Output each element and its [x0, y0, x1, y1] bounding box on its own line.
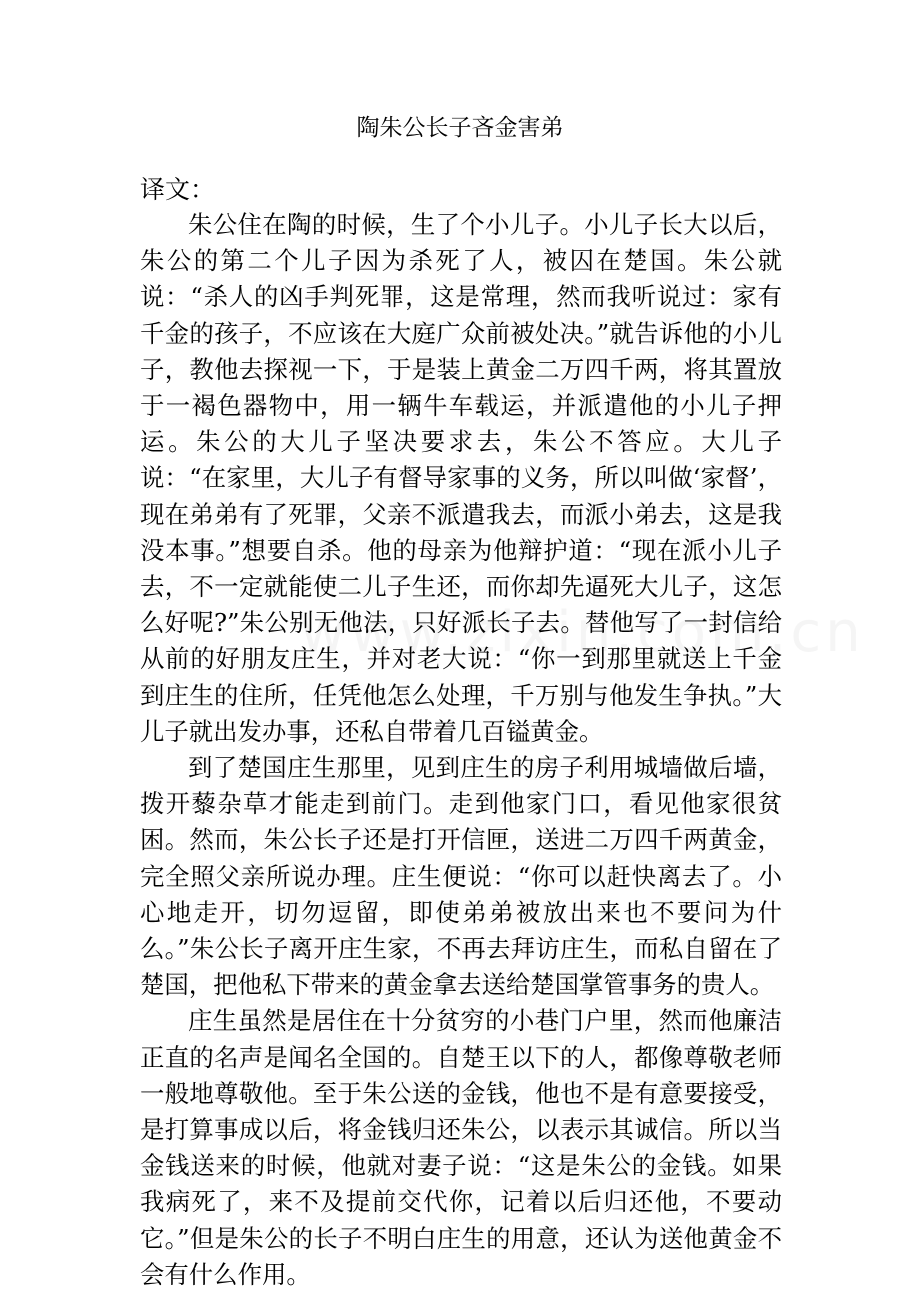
paragraph-2: 到了楚国庄生那里，见到庄生的房子利用城墙做后墙，拨开藜杂草才能走到前门。走到他家门口，看见他家很贫困。然而，朱公长子还是打开信匣，送进二万四千两黄金，完全照父亲所说办理。庄生便说：“你可以赶快离去了。小心地走开，切勿逗留，即使弟弟被放出来也不要问为什么。”朱公长子离开庄生家，不再去拜访庄生，而私自留在了楚国，把他私下带来的黄金拿去送给楚国掌管事务的贵人。	[140, 753, 782, 1000]
section-label: 译文：	[140, 175, 216, 204]
paragraph-3: 庄生虽然是居住在十分贫穷的小巷门户里，然而他廉洁正直的名声是闻名全国的。自楚王以下的人，都像尊敬老师一般地尊敬他。至于朱公送的金钱，他也不是有意要接受，是打算事成以后，将金钱归还朱公，以表示其诚信。所以当金钱送来的时候，他就对妻子说：“这是朱公的金钱。如果我病死了，来不及提前交代你，记着以后归还他，不要动它。”但是朱公的长子不明白庄生的用意，还认为送他黄金不会有什么作用。	[140, 1006, 782, 1289]
paragraph-1: 朱公住在陶的时候，生了个小儿子。小儿子长大以后，朱公的第二个儿子因为杀死了人，被囚在楚国。朱公就说：“杀人的凶手判死罪，这是常理，然而我听说过：家有千金的孩子，不应该在大庭广众前被处决。”就告诉他的小儿子，教他去探视一下，于是装上黄金二万四千两，将其置放于一褐色器物中，用一辆牛车载运，并派遣他的小儿子押运。朱公的大儿子坚决要求去，朱公不答应。大儿子说：“在家里，大儿子有督导家事的义务，所以叫做‘家督’，现在弟弟有了死罪，父亲不派遣我去，而派小弟去，这是我没本事。”想要自杀。他的母亲为他辩护道：“现在派小儿子去，不一定就能使二儿子生还，而你却先逼死大儿子，这怎么好呢?”朱公别无他法，只好派长子去。替他写了一封信给从前的好朋友庄生，并对老大说：“你一到那里就送上千金到庄生的住所，任凭他怎么处理，千万别与他发生争执。”大儿子就出发办事，还私自带着几百镒黄金。	[140, 210, 782, 746]
watermark-text	[300, 600, 865, 665]
document-title: 陶朱公长子吝金害弟	[356, 115, 564, 141]
document-body	[140, 207, 782, 1293]
